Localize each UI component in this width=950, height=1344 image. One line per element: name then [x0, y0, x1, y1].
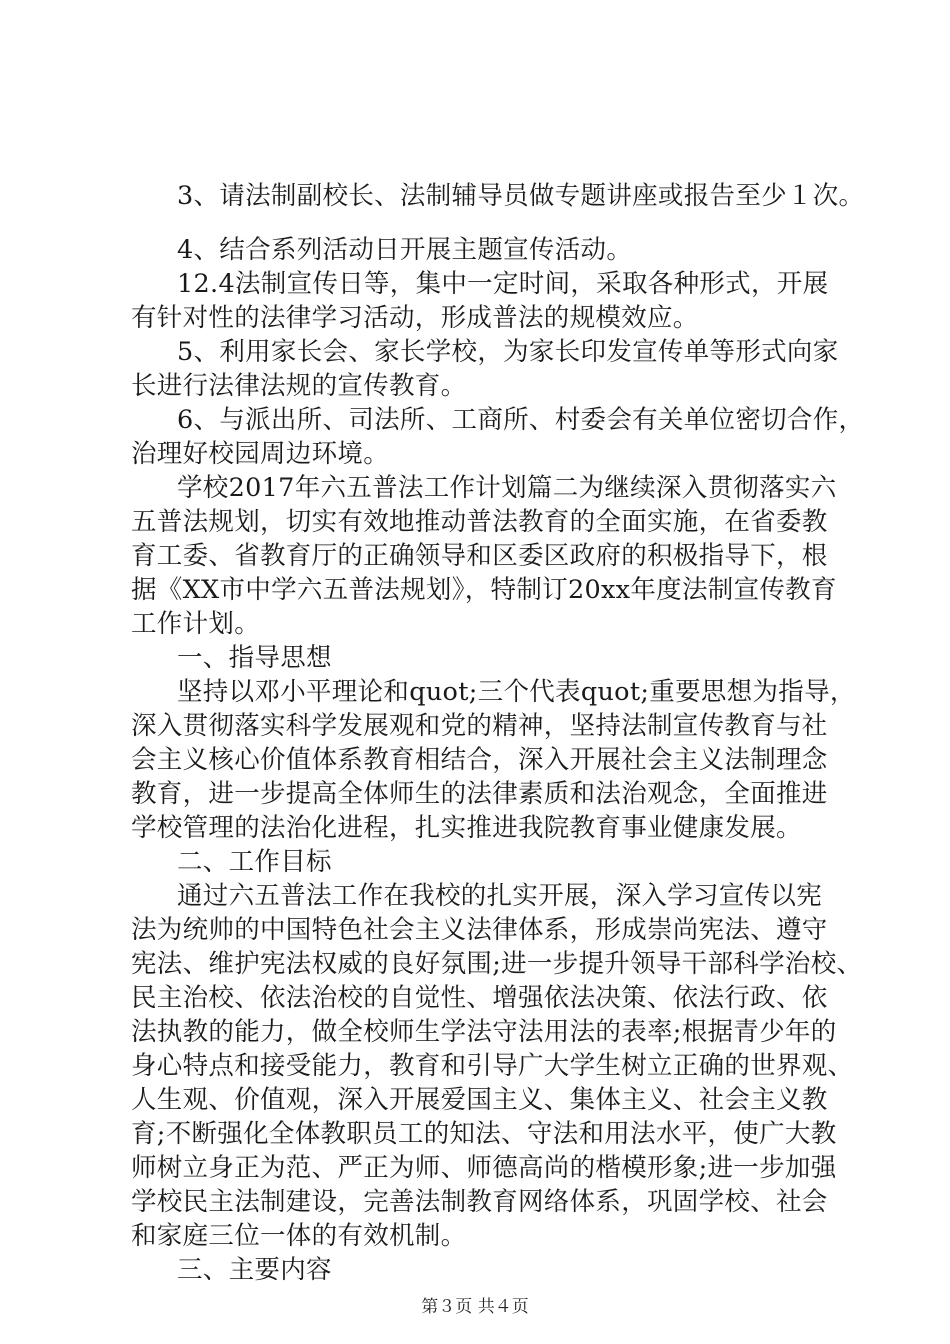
text-line: 工作计划。 — [131, 609, 261, 639]
text-line: 宪法、维护宪法权威的良好氛围;进一步提升领导干部科学治校、 — [131, 949, 863, 979]
text-line: 通过六五普法工作在我校的扎实开展，深入学习宣传以宪 — [177, 881, 823, 911]
text-line: 6、与派出所、司法所、工商所、村委会有关单位密切合作， — [177, 405, 865, 435]
text-line: 学校2017年六五普法工作计划篇二为继续深入贯彻落实六 — [177, 473, 837, 503]
text-line: 法为统帅的中国特色社会主义法律体系，形成崇尚宪法、遵守 — [131, 915, 828, 945]
section-heading: 二、工作目标 — [177, 847, 332, 877]
text-line: 3、请法制副校长、法制辅导员做专题讲座或报告至少１次。 — [177, 181, 865, 211]
text-line: 12.4法制宣传日等，集中一定时间，采取各种形式，开展 — [177, 269, 829, 299]
text-line: 学校管理的法治化进程，扎实推进我院教育事业健康发展。 — [131, 813, 802, 843]
text-line: 人生观、价值观，深入开展爱国主义、集体主义、社会主义教 — [131, 1085, 828, 1115]
section-heading: 三、主要内容 — [177, 1255, 332, 1285]
text-line: 学校民主法制建设，完善法制教育网络体系，巩固学校、社会 — [131, 1187, 828, 1217]
section-heading: 一、指导思想 — [177, 643, 332, 673]
text-line: 坚持以邓小平理论和quot;三个代表quot;重要思想为指导， — [177, 677, 856, 707]
text-line: 会主义核心价值体系教育相结合，深入开展社会主义法制理念 — [131, 745, 828, 775]
text-line: 有针对性的法律学习活动，形成普法的规模效应。 — [131, 303, 699, 333]
text-line: 和家庭三位一体的有效机制。 — [131, 1221, 467, 1251]
text-line: 五普法规划，切实有效地推动普法教育的全面实施，在省委教 — [131, 507, 828, 537]
text-line: 师树立身正为范、严正为师、师德高尚的楷模形象;进一步加强 — [131, 1153, 837, 1183]
text-line: 民主治校、依法治校的自觉性、增强依法决策、依法行政、依 — [131, 983, 828, 1013]
text-line: 育工委、省教育厅的正确领导和区委区政府的积极指导下，根 — [131, 541, 828, 571]
text-line: 5、利用家长会、家长学校，为家长印发宣传单等形式向家 — [177, 337, 839, 367]
text-line: 据《XX市中学六五普法规划》，特制订20xx年度法制宣传教育 — [131, 575, 837, 605]
text-line: 教育，进一步提高全体师生的法律素质和法治观念，全面推进 — [131, 779, 828, 809]
text-line: 深入贯彻落实科学发展观和党的精神，坚持法制宣传教育与社 — [131, 711, 828, 741]
text-line: 治理好校园周边环境。 — [131, 439, 390, 469]
text-line: 育;不断强化全体教职员工的知法、守法和用法水平，使广大教 — [131, 1119, 837, 1149]
text-line: 4、结合系列活动日开展主题宣传活动。 — [177, 235, 633, 265]
text-line: 身心特点和接受能力，教育和引导广大学生树立正确的世界观、 — [131, 1051, 854, 1081]
text-line: 长进行法律法规的宣传教育。 — [131, 371, 467, 401]
text-line: 法执教的能力，做全校师生学法守法用法的表率;根据青少年的 — [131, 1017, 837, 1047]
page-number-footer: 第３页 共４页 — [421, 1297, 529, 1317]
